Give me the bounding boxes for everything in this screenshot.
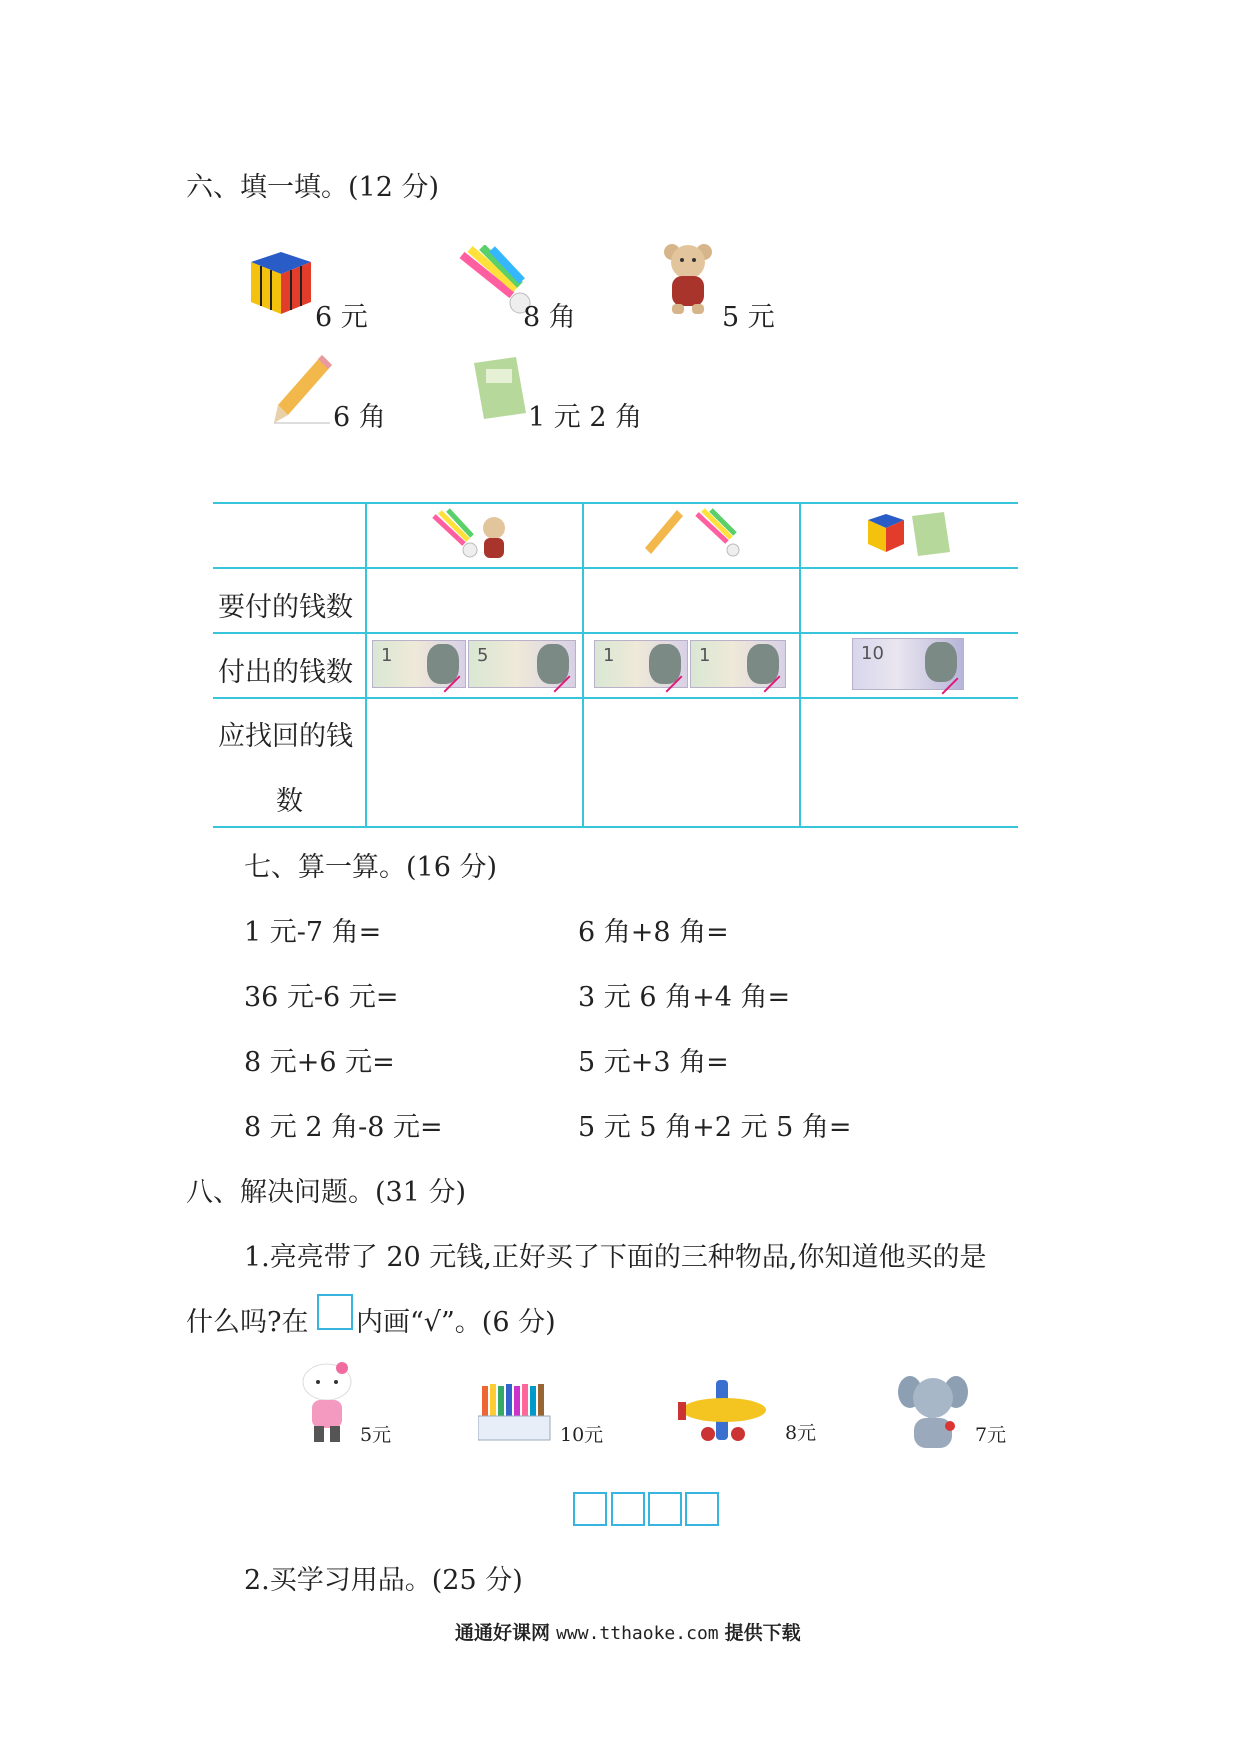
row-label-change: 应找回的钱	[218, 721, 353, 752]
question2: 2.买学习用品。(25 分)	[244, 1565, 523, 1596]
shuttlecock-icon	[452, 245, 532, 325]
row-label-paid: 付出的钱数	[218, 657, 353, 688]
banknote-1: 1	[372, 640, 466, 688]
section6-title: 六、填一填。(12 分)	[186, 172, 440, 203]
calc-right-1: 6 角+8 角=	[578, 917, 729, 948]
toy-price-airplane: 8元	[785, 1422, 817, 1444]
footer-url[interactable]: www.tthaoke.com	[556, 1623, 719, 1644]
shuttlecock-bear-icon	[430, 508, 520, 564]
banknote-1: 1	[594, 640, 688, 688]
section7-title: 七、算一算。(16 分)	[244, 852, 498, 883]
teddy-bear-icon	[658, 230, 722, 320]
toy-price-elephant: 7元	[975, 1424, 1007, 1446]
row-label-change-cont: 数	[276, 786, 303, 817]
cube-price: 6 元	[315, 302, 368, 333]
footer-suffix: 提供下载	[724, 1622, 801, 1644]
footer	[455, 1618, 801, 1645]
pencil-price: 6 角	[333, 402, 386, 433]
pencil-shuttlecock-icon	[641, 508, 741, 564]
banknote-1: 1	[690, 640, 786, 688]
calc-left-2: 36 元-6 元=	[244, 982, 399, 1013]
calc-left-4: 8 元 2 角-8 元=	[244, 1112, 443, 1143]
calc-right-2: 3 元 6 角+4 角=	[578, 982, 791, 1013]
rubik-cube-icon	[245, 248, 315, 318]
toy-elephant-icon	[898, 1370, 968, 1456]
footer-brand: 通通好课网	[455, 1622, 551, 1644]
banknote-10: 10	[852, 638, 964, 690]
notebook-price: 1 元 2 角	[528, 402, 643, 433]
cube-notebook-icon	[866, 510, 952, 560]
bear-price: 5 元	[722, 302, 775, 333]
section8-title: 八、解决问题。(31 分)	[186, 1177, 467, 1208]
question1-line2a: 什么吗?在	[186, 1307, 309, 1338]
calc-left-3: 8 元+6 元=	[244, 1047, 395, 1078]
answer-box-1[interactable]	[573, 1492, 607, 1526]
toy-price-kitty: 5元	[360, 1424, 392, 1446]
answer-box-2[interactable]	[611, 1492, 645, 1526]
banknote-5: 5	[468, 640, 576, 688]
question1-line1: 1.亮亮带了 20 元钱,正好买了下面的三种物品,你知道他买的是	[244, 1242, 987, 1273]
shuttlecock-price: 8 角	[523, 302, 576, 333]
markers-icon	[478, 1382, 556, 1444]
question1-line2b: 内画“√”。(6 分)	[356, 1307, 556, 1338]
answer-box-sample	[317, 1294, 353, 1330]
pencil-icon	[272, 353, 334, 425]
calc-left-1: 1 元-7 角=	[244, 917, 382, 948]
toy-price-markers: 10元	[560, 1424, 604, 1446]
hello-kitty-icon	[298, 1360, 356, 1450]
toy-airplane-icon	[672, 1378, 772, 1448]
notebook-icon	[472, 355, 528, 421]
row-label-pay: 要付的钱数	[218, 592, 353, 623]
calc-right-3: 5 元+3 角=	[578, 1047, 729, 1078]
calc-right-4: 5 元 5 角+2 元 5 角=	[578, 1112, 852, 1143]
answer-box-3[interactable]	[648, 1492, 682, 1526]
answer-box-4[interactable]	[685, 1492, 719, 1526]
